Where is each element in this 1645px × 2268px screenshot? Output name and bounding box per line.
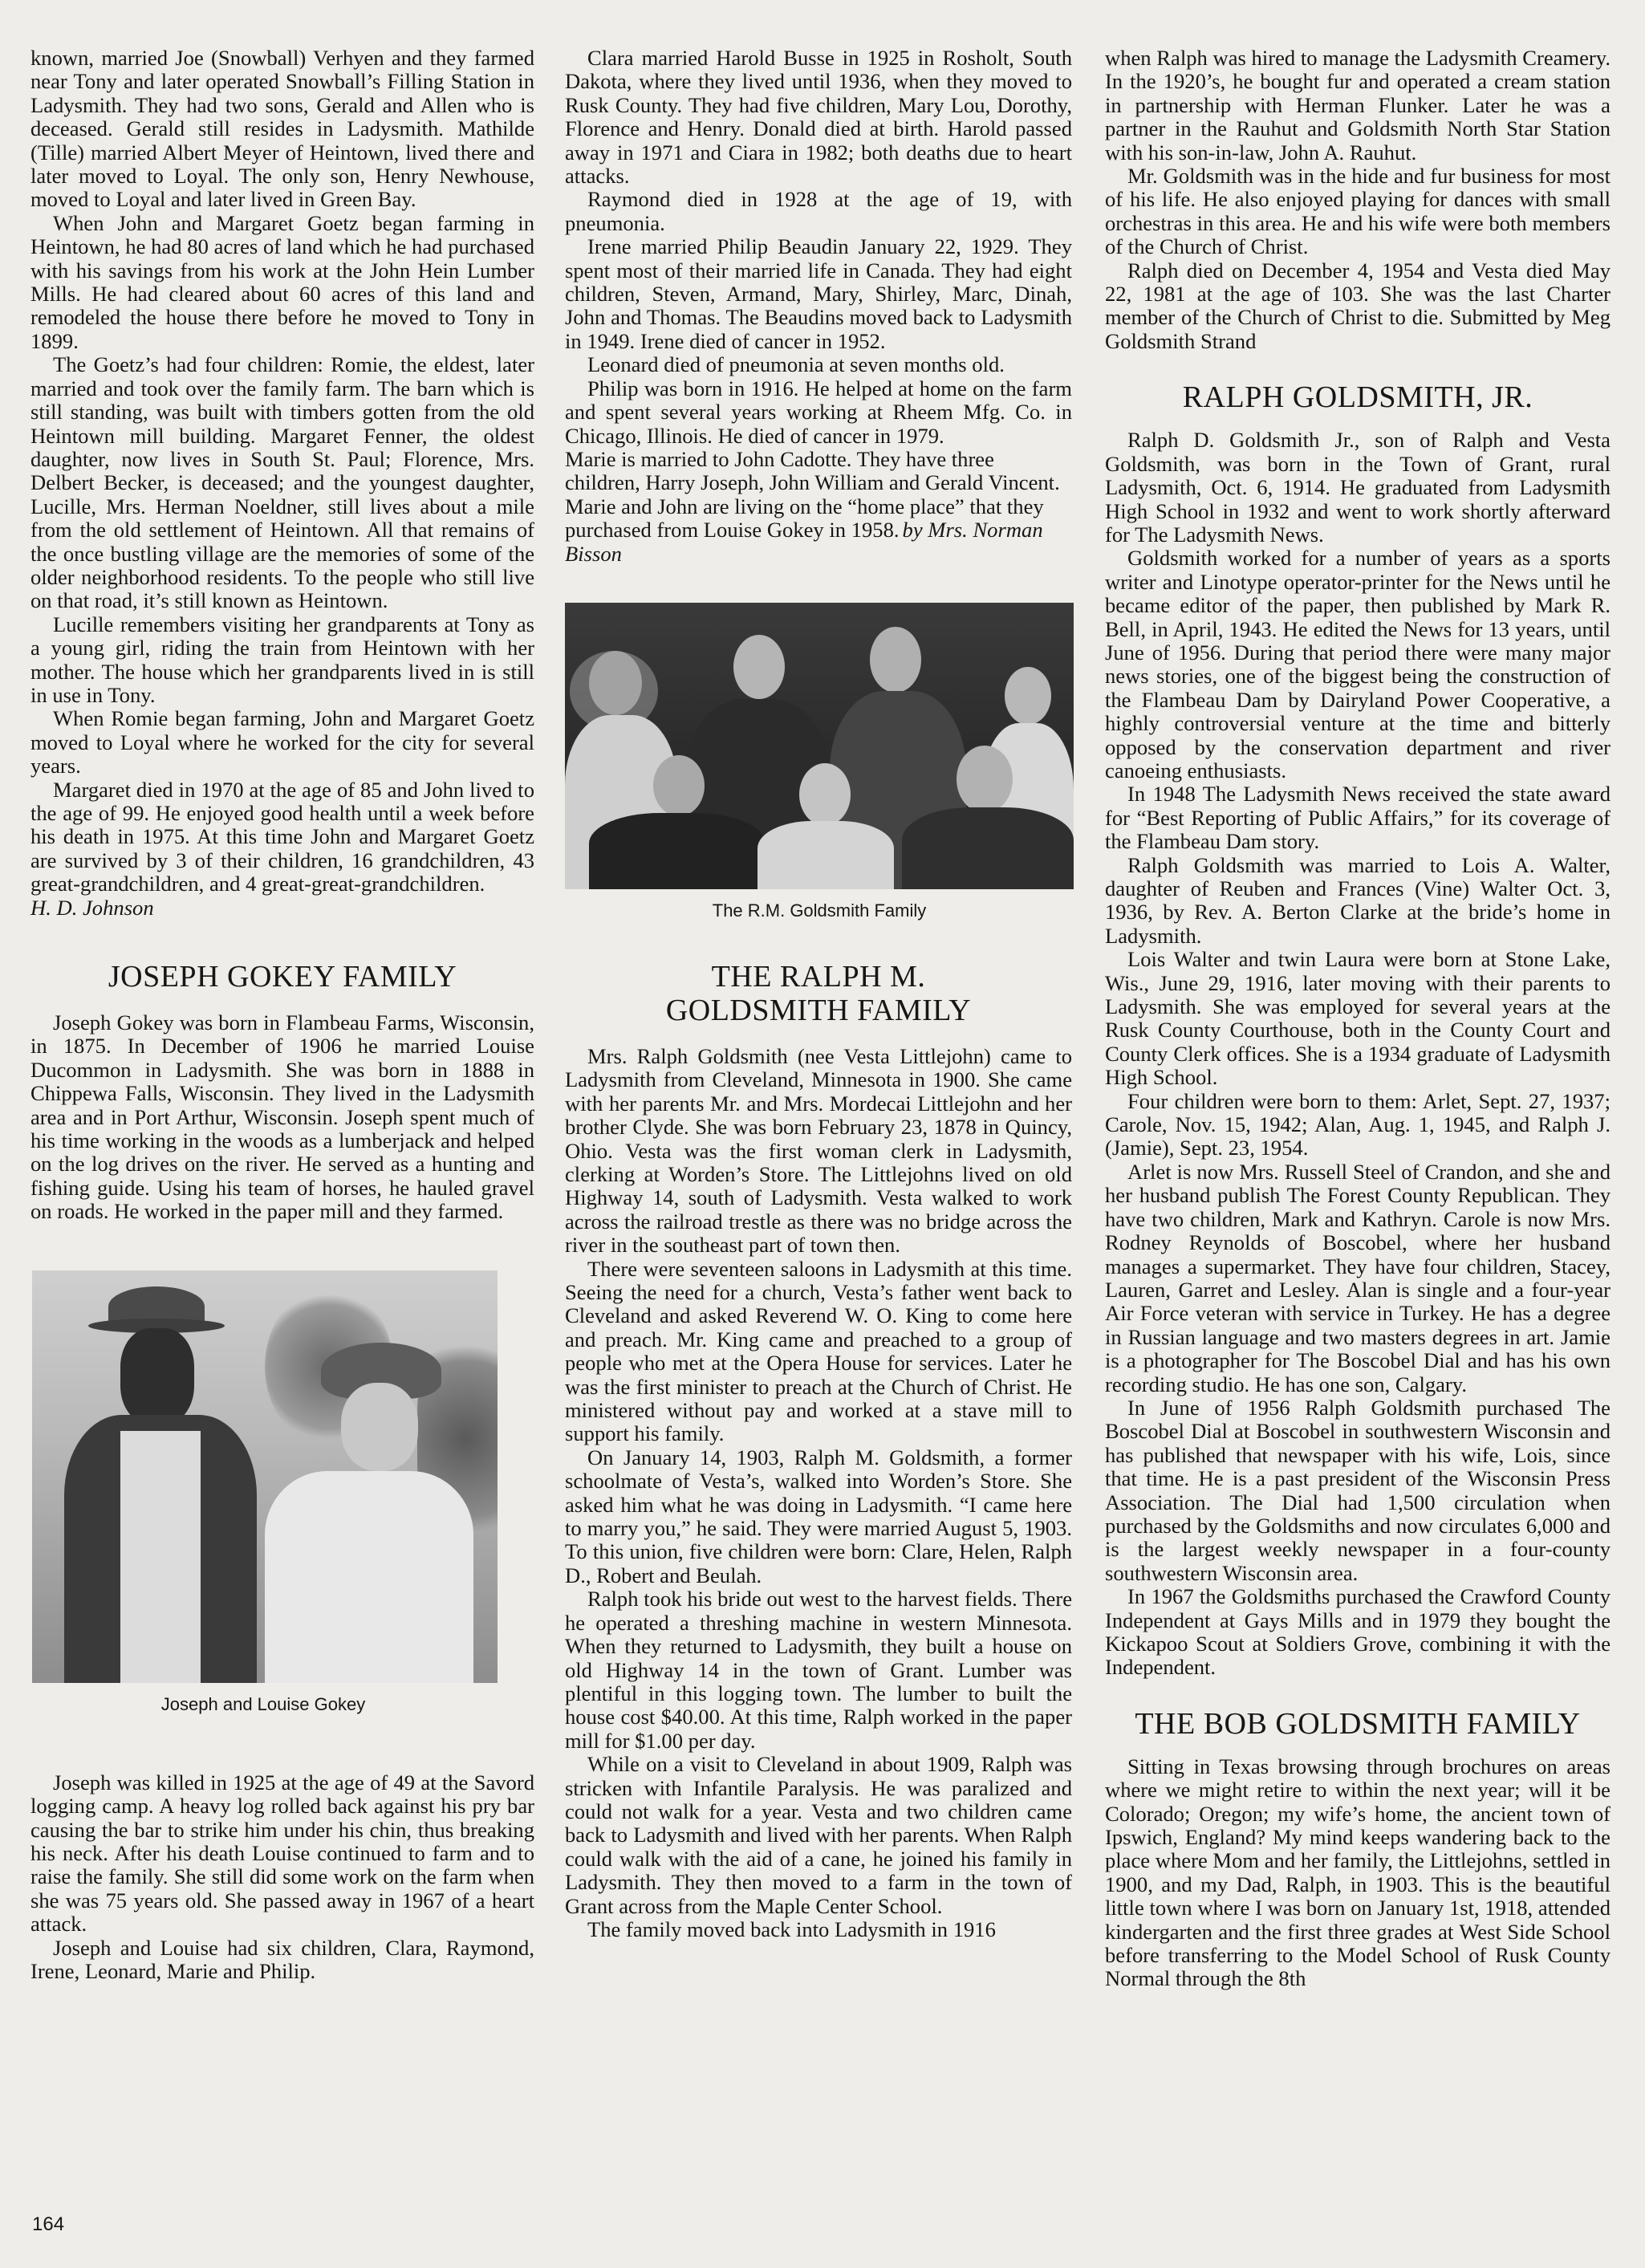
paragraph: Philip was born in 1916. He helped at home on the farm and spent several years working at Rheem Mfg. Co. in Chicago, Illinois. He died of cancer in 1979. (565, 376, 1072, 448)
paragraph: When Romie began farming, John and Margaret Goetz moved to Loyal where he worked for the city for several years. (30, 706, 534, 778)
column-3 (1105, 47, 1610, 1991)
paragraph: Ralph Goldsmith was married to Lois A. Walter, daughter of Reuben and Frances (Vine) Walter Oct. 3, 1936, by Rev. A. Berton Clarke at the bride’s home in Ladysmith. (1105, 852, 1610, 948)
paragraph: Mrs. Ralph Goldsmith (nee Vesta Littlejohn) came to Ladysmith from Cleveland, Minnesota in 1900. She came with her parents Mr. and Mrs. Mordecai Littlejohn and her brother Clyde. She was born February 23, 1878 in Quincy, Ohio. Vesta was the first woman clerk in Ladysmith, clerking at Worden’s Store. The Littlejohns lived on old Highway 14, south of Ladysmith. Vesta walked to work across the railroad trestle as there was no bridge across the river in the southeast part of town then. (565, 1043, 1072, 1258)
paragraph: when Ralph was hired to manage the Ladysmith Creamery. In the 1920’s, he bought fur and operated a cream station in partnership with Herman Flunker. Later he was a partner in the Rauhut and Goldsmith North Star Station with his son-in-law, John A. Rauhut. (1105, 46, 1610, 165)
paragraph: Ralph took his bride out west to the harvest fields. There he operated a threshing machine in western Minnesota. When they returned to Ladysmith, they built a house on old Highway 14 in the town of Grant. Lumber was plentiful in this logging town. The lumber to built the house cost $40.00. At this time, Ralph worked in the paper mill for $1.00 per day. (565, 1587, 1072, 1753)
paragraph: known, married Joe (Snowball) Verhyen and they farmed near Tony and later operated Snowball’s Filling Station in Ladysmith. They had two sons, Gerald and Allen who is deceased. Gerald still resides in Ladysmith. Mathilde (Tille) married Albert Meyer of Heintown, lived there and later moved to Loyal. The only son, Henry Newhouse, moved to Loyal and later lived in Green Bay. (30, 46, 534, 212)
byline: H. D. Johnson (30, 895, 154, 920)
paragraph: When John and Margaret Goetz began farming in Heintown, he had 80 acres of land which he had purchased with his savings from his work at the John Hein Lumber Mills. He had cleared about 60 acres of this land and remodeled the house there before he moved to Tony in 1899. (30, 210, 534, 353)
paragraph: Joseph and Louise had six children, Clara, Raymond, Irene, Leonard, Marie and Philip. (30, 1935, 534, 1983)
paragraph: Clara married Harold Busse in 1925 in Rosholt, South Dakota, where they lived until 1936, when they moved to Rusk County. They had five children, Mary Lou, Dorothy, Florence and Henry. Donald died at birth. Harold passed away in 1971 and Ciara in 1982; both deaths due to heart attacks. (565, 46, 1072, 189)
paragraph: In 1948 The Ladysmith News received the state award for “Best Reporting of Public Affairs,” for its coverage of the Flambeau Dam story. (1105, 782, 1610, 854)
paragraph: In June of 1956 Ralph Goldsmith purchased The Boscobel Dial at Boscobel in southwestern Wisconsin and has published that newspaper with his wife, Lois, since that time. He is a past president of the Wisconsin Press Association. The Dial had 1,500 circulation when purchased by the Goldsmiths and now circulates 6,000 and is the largest weekly newspaper in a four-county southwestern Wisconsin area. (1105, 1395, 1610, 1585)
goldsmith-family-photo (565, 603, 1074, 889)
gokey-photo-caption: Joseph and Louise Gokey (160, 1693, 366, 1714)
page-number: 164 (32, 2213, 65, 2235)
paragraph: Ralph died on December 4, 1954 and Vesta died May 22, 1981 at the age of 103. She was the last Charter member of the Church of Christ to die. Submitted by Meg Goldsmith Strand (1105, 258, 1610, 353)
heading-ralph-m-goldsmith-family: THE RALPH M. GOLDSMITH FAMILY (665, 959, 972, 1027)
paragraph: Margaret died in 1970 at the age of 85 and John lived to the age of 99. He enjoyed good health until a week before his death in 1975. At this time John and Margaret Goetz are survived by 3 of their children, 16 grandchildren, 43 great-grandchildren, and 4 great-great-grandchildren. (30, 777, 534, 896)
paragraph: Raymond died in 1928 at the age of 19, with pneumonia. (565, 187, 1072, 235)
paragraph: Marie is married to John Cadotte. They have three children, Harry Joseph, John William and Gerald Vincent. Marie and John are living on the “home place” that they purchased from Louise Gokey in 1958. (565, 446, 1060, 543)
paragraph: Mr. Goldsmith was in the hide and fur business for most of his life. He also enjoyed playing for dances with small orchestras in this area. He and his wife were both members of the Church of Christ. (1105, 164, 1610, 259)
gokey-photo (32, 1270, 498, 1683)
paragraph: Joseph Gokey was born in Flambeau Farms, Wisconsin, in 1875. In December of 1906 he married Louise Ducommon in Ladysmith. She was born in 1888 in Chippewa Falls, Wisconsin. They lived in the Ladysmith area and in Port Arthur, Wisconsin. Joseph spent much of his time working in the woods as a lumberjack and helped on the log drives on the river. He served as a hunting and fishing guide. Using his team of horses, he hauled gravel on roads. He worked in the paper mill and they farmed. (30, 1010, 534, 1224)
paragraph: Goldsmith worked for a number of years as a sports writer and Linotype operator-printer for the News until he became editor of the paper, then published by Mark R. Bell, in April, 1943. He edited the News for 13 years, until June of 1956. During that period there were many major news stories, one of the biggest being the construction of the Flambeau Dam by Dairyland Power Cooperative, a highly controversial venture at the time and bitterly opposed by the conservation department and river canoeing enthusiasts. (1105, 546, 1610, 782)
heading-joseph-gokey-family: JOSEPH GOKEY FAMILY (108, 960, 457, 994)
paragraph: Irene married Philip Beaudin January 22, 1929. They spent most of their married life in Canada. They had eight children, Steven, Armand, Mary, Shirley, Marc, Dinah, John and Thomas. The Beaudins moved back to Ladysmith in 1949. Irene died of cancer in 1952. (565, 234, 1072, 353)
paragraph: Arlet is now Mrs. Russell Steel of Crandon, and she and her husband publish The Forest County Republican. They have two children, Mark and Kathryn. Carole is now Mrs. Rodney Reynolds of Boscobel, where her husband manages a supermarket. They have four children, Stacey, Lauren, Garret and Lesley. Alan is single and a four-year Air Force veteran with service in Turkey. He has a degree in Russian language and two masters degrees in art. Jamie is a photographer for The Boscobel Dial and has his own recording studio. He has one son, Calgary. (1105, 1159, 1610, 1396)
paragraph: The family moved back into Ladysmith in 1916 (587, 1916, 996, 1941)
heading-bob-goldsmith-family: THE BOB GOLDSMITH FAMILY (1135, 1706, 1581, 1741)
goldsmith-family-photo-caption: The R.M. Goldsmith Family (712, 900, 927, 921)
paragraph: While on a visit to Cleveland in about 1909, Ralph was stricken with Infantile Paralysis. He was paralized and could not walk for a year. Vesta and two children came back to Ladysmith and lived with her parents. When Ralph could walk with the aid of a cane, he joined his family in Ladysmith. They then moved to a farm in the town of Grant across from the Maple Center School. (565, 1752, 1072, 1918)
paragraph: Ralph D. Goldsmith Jr., son of Ralph and Vesta Goldsmith, was born in the Town of Grant, rural Ladysmith, Oct. 6, 1914. He graduated from Ladysmith High School in 1932 and went to work shortly afterward for The Ladysmith News. (1105, 428, 1610, 547)
byline: by Mrs. Norman Bisson (565, 518, 1043, 566)
paragraph: The Goetz’s had four children: Romie, the eldest, later married and took over the family farm. The barn which is still standing, was built with timbers gotten from the old Heintown mill building. Margaret Fenner, the oldest daughter, now lives in South St. Paul; Florence, Mrs. Delbert Becker, is deceased; and the youngest daughter, Lucille, Mrs. Herman Noeldner, still lives about a mile from the old settlement of Heintown. All that remains of the once bustling village are the memories of some of the older neighborhood residents. To the people who still live on that road, it’s still known as Heintown. (30, 352, 534, 613)
column-2 (565, 47, 1072, 1941)
paragraph: Four children were born to them: Arlet, Sept. 27, 1937; Carole, Nov. 15, 1942; Alan, Aug. 1, 1945, and Ralph J. (Jamie), Sept. 23, 1954. (1105, 1088, 1610, 1160)
paragraph: On January 14, 1903, Ralph M. Goldsmith, a former schoolmate of Vesta’s, walked into Worden’s Store. She asked him what he was doing in Ladysmith. “I came here to marry you,” he said. They were married August 5, 1903. To this union, five children were born: Clare, Helen, Ralph D., Robert and Beulah. (565, 1445, 1072, 1587)
paragraph: Sitting in Texas browsing through brochures on areas where we might retire to within the next year; will it be Colorado; Oregon; my wife’s home, the ancient town of Ipswich, England? My mind keeps wandering back to the place where Mom and her family, the Littlejohns, settled in 1900, and my Dad, Ralph, in 1903. This is the beautiful little town where I was born on January 1st, 1918, attended kindergarten and the first three grades at West Side School before transferring to the Model School of Rusk County Normal through the 8th (1105, 1754, 1610, 1991)
paragraph: There were seventeen saloons in Ladysmith at this time. Seeing the need for a church, Vesta’s father went back to Cleveland and asked Reverend W. O. King to come here and preach. Mr. King came and preached to a group of people who met at the Opera House for services. Later he was the first minister to preach at the Church of Christ. He ministered without pay and worked at a stave mill to support his family. (565, 1256, 1072, 1446)
heading-ralph-goldsmith-jr: RALPH GOLDSMITH, JR. (1182, 380, 1533, 415)
paragraph: Joseph was killed in 1925 at the age of 49 at the Savord logging camp. A heavy log rolled back against his pry bar causing the bar to strike him under his chin, thus breaking his neck. After his death Louise continued to farm and to raise the family. She still did some work on the farm when she was 75 years old. She passed away in 1967 of a heart attack. (30, 1770, 534, 1937)
paragraph: Lucille remembers visiting her grandparents at Tony as a young girl, riding the train from Heintown with her mother. The house which her grandparents lived in is still in use in Tony. (30, 612, 534, 707)
paragraph: Leonard died of pneumonia at seven months old. (587, 352, 1005, 377)
paragraph: In 1967 the Goldsmiths purchased the Crawford County Independent at Gays Mills and in 1979 they bought the Kickapoo Scout at Soldiers Grove, combining it with the Independent. (1105, 1584, 1610, 1680)
column-1 (30, 47, 534, 1983)
paragraph: Lois Walter and twin Laura were born at Stone Lake, Wis., June 29, 1916, later moving with their parents to Ladysmith. She was employed for several years at the Rusk County Courthouse, both in the County Court and County Clerk offices. She is a 1934 graduate of Ladysmith High School. (1105, 947, 1610, 1090)
